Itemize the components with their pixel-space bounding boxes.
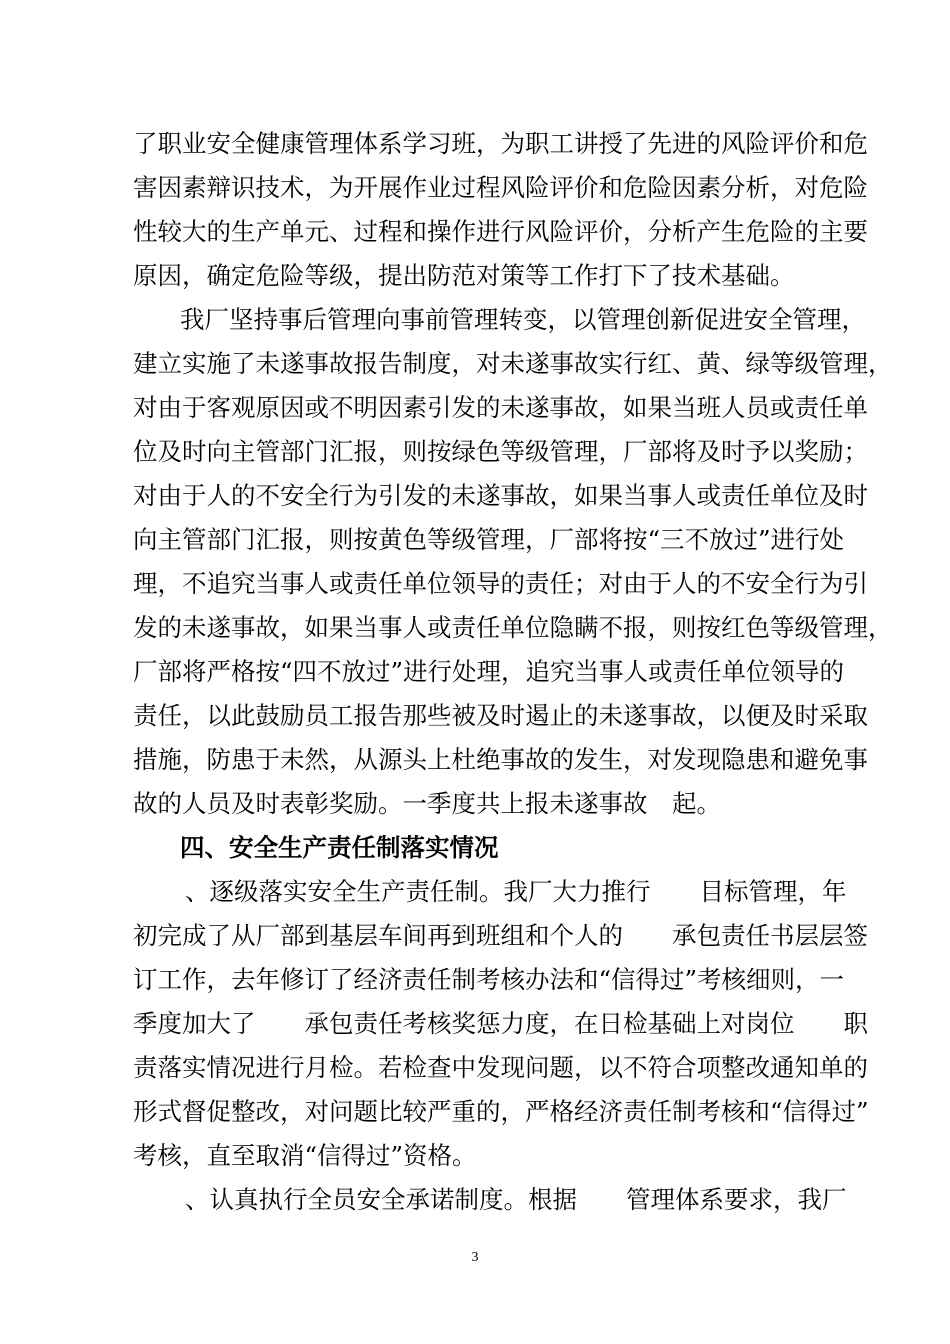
text-line: 害因素辩识技术，为开展作业过程风险评价和危险因素分析，对危险 <box>133 173 868 202</box>
paragraph-first-line: 、认真执行全员安全承诺制度。根据 管理体系要求，我厂 <box>185 1185 847 1214</box>
text-line: 责任，以此鼓励员工报告那些被及时遏止的未遂事故，以便及时采取 <box>133 701 868 730</box>
text-line: 季度加大了 承包责任考核奖惩力度，在日检基础上对岗位 职 <box>133 1009 868 1038</box>
text-line: 责落实情况进行月检。若检查中发现问题，以不符合项整改通知单的 <box>133 1053 868 1082</box>
text-line: 措施，防患于未然，从源头上杜绝事故的发生，对发现隐患和避免事 <box>133 745 868 774</box>
text-line: 性较大的生产单元、过程和操作进行风险评价，分析产生危险的主要 <box>133 217 868 246</box>
text-line: 故的人员及时表彰奖励。一季度共上报未遂事故 起。 <box>133 789 721 818</box>
text-line: 对由于人的不安全行为引发的未遂事故，如果当事人或责任单位及时 <box>133 481 868 510</box>
text-line: 考核，直至取消“信得过”资格。 <box>133 1141 477 1170</box>
text-line: 理，不追究当事人或责任单位领导的责任；对由于人的不安全行为引 <box>133 569 868 598</box>
text-line: 了职业安全健康管理体系学习班，为职工讲授了先进的风险评价和危 <box>133 129 868 158</box>
text-line: 订工作，去年修订了经济责任制考核办法和“信得过”考核细则，一 <box>133 965 845 994</box>
paragraph-first-line: 、逐级落实安全生产责任制。我厂大力推行 目标管理，年 <box>185 877 847 906</box>
text-line: 厂部将严格按“四不放过”进行处理，追究当事人或责任单位领导的 <box>133 657 845 686</box>
section-heading: 四、安全生产责任制落实情况 <box>180 833 499 862</box>
page-number: 3 <box>471 1250 479 1265</box>
text-line: 原因，确定危险等级，提出防范对策等工作打下了技术基础。 <box>133 261 795 290</box>
text-line: 建立实施了未遂事故报告制度，对未遂事故实行红、黄、绿等级管理， <box>133 349 893 378</box>
text-line: 初完成了从厂部到基层车间再到班组和个人的 承包责任书层层签 <box>133 921 868 950</box>
paragraph-first-line: 我厂坚持事后管理向事前管理转变，以管理创新促进安全管理， <box>180 305 866 334</box>
text-line: 向主管部门汇报，则按黄色等级管理，厂部将按“三不放过”进行处 <box>133 525 845 554</box>
text-line: 对由于客观原因或不明因素引发的未遂事故，如果当班人员或责任单 <box>133 393 868 422</box>
text-line: 位及时向主管部门汇报，则按绿色等级管理，厂部将及时予以奖励； <box>133 437 868 466</box>
text-line: 形式督促整改，对问题比较严重的，严格经济责任制考核和“信得过” <box>133 1097 869 1126</box>
text-line: 发的未遂事故，如果当事人或责任单位隐瞒不报，则按红色等级管理， <box>133 613 893 642</box>
